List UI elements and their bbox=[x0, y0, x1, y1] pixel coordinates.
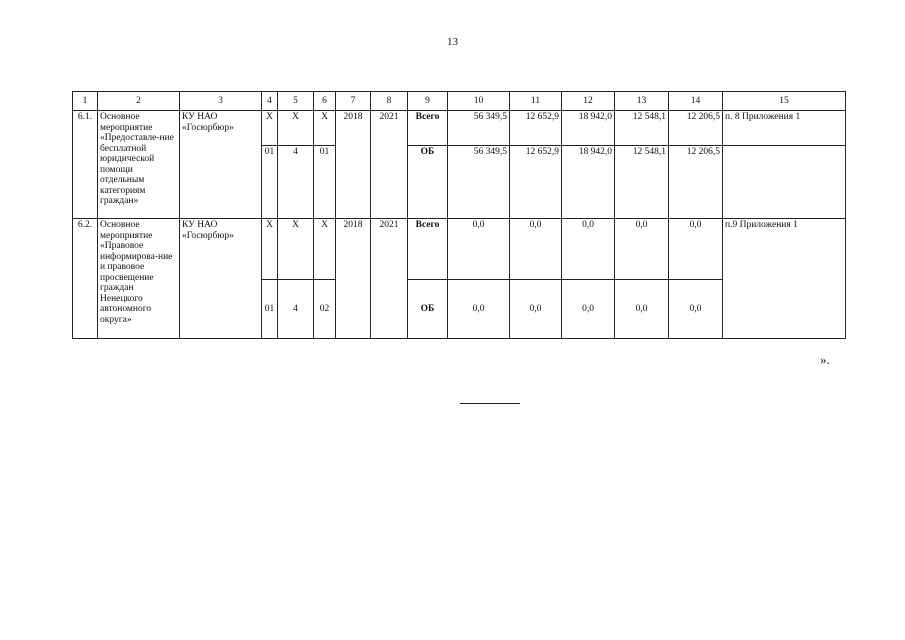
header-cell: 2 bbox=[98, 92, 180, 111]
value-cell: 56 349,5 bbox=[448, 111, 510, 146]
value-cell: 0,0 bbox=[669, 219, 723, 280]
table-row bbox=[73, 219, 846, 280]
closing-mark: ». bbox=[820, 352, 830, 367]
value-cell: 18 942,0 bbox=[562, 146, 615, 219]
value-cell: 12 206,5 bbox=[669, 111, 723, 146]
source-cell: ОБ bbox=[408, 280, 448, 339]
header-cell: 14 bbox=[669, 92, 723, 111]
end-year: 2021 bbox=[371, 111, 408, 219]
code-cell: Х bbox=[262, 111, 278, 146]
header-row bbox=[73, 92, 846, 111]
code-cell: 01 bbox=[314, 146, 336, 219]
value-cell: 12 206,5 bbox=[669, 146, 723, 219]
source-cell: Всего bbox=[408, 111, 448, 146]
start-year: 2018 bbox=[336, 111, 371, 219]
header-cell: 1 bbox=[73, 92, 98, 111]
value-cell: 12 548,1 bbox=[615, 111, 669, 146]
code-cell: 01 bbox=[262, 280, 278, 339]
code-cell: 02 bbox=[314, 280, 336, 339]
header-cell: 5 bbox=[278, 92, 314, 111]
header-cell: 6 bbox=[314, 92, 336, 111]
value-cell: 0,0 bbox=[562, 280, 615, 339]
header-cell: 8 bbox=[371, 92, 408, 111]
row-number: 6.1. bbox=[73, 111, 98, 219]
header-cell: 15 bbox=[723, 92, 846, 111]
header-cell: 4 bbox=[262, 92, 278, 111]
end-year: 2021 bbox=[371, 219, 408, 339]
header-cell: 12 bbox=[562, 92, 615, 111]
code-cell: Х bbox=[314, 219, 336, 280]
value-cell: 0,0 bbox=[615, 280, 669, 339]
source-cell: Всего bbox=[408, 219, 448, 280]
header-cell: 3 bbox=[180, 92, 262, 111]
program-table bbox=[72, 91, 846, 339]
code-cell: 4 bbox=[278, 146, 314, 219]
value-cell: 12 548,1 bbox=[615, 146, 669, 219]
activity-name: Основное мероприятие «Правовое информирова-ние и правовое просвещение граждан Ненецкого автономного округа» bbox=[98, 219, 180, 339]
header-cell: 10 bbox=[448, 92, 510, 111]
code-cell: Х bbox=[262, 219, 278, 280]
end-rule bbox=[460, 403, 520, 404]
code-cell: Х bbox=[278, 111, 314, 146]
value-cell: 12 652,9 bbox=[510, 111, 562, 146]
header-cell: 7 bbox=[336, 92, 371, 111]
value-cell: 0,0 bbox=[510, 280, 562, 339]
value-cell: 0,0 bbox=[448, 280, 510, 339]
value-cell: 18 942,0 bbox=[562, 111, 615, 146]
executor: КУ НАО «Госюрбюр» bbox=[180, 219, 262, 339]
start-year: 2018 bbox=[336, 219, 371, 339]
value-cell: 0,0 bbox=[448, 219, 510, 280]
header-cell: 9 bbox=[408, 92, 448, 111]
value-cell: 56 349,5 bbox=[448, 146, 510, 219]
header-cell: 11 bbox=[510, 92, 562, 111]
executor: КУ НАО «Госюрбюр» bbox=[180, 111, 262, 219]
value-cell: 0,0 bbox=[510, 219, 562, 280]
page-number: 13 bbox=[447, 36, 458, 48]
activity-name: Основное мероприятие «Предоставле-ние бесплатной юридической помощи отдельным категориям граждан» bbox=[98, 111, 180, 219]
table-row bbox=[73, 111, 846, 146]
note-cell: п.9 Приложения 1 bbox=[723, 219, 846, 339]
value-cell: 12 652,9 bbox=[510, 146, 562, 219]
value-cell: 0,0 bbox=[615, 219, 669, 280]
code-cell: 01 bbox=[262, 146, 278, 219]
value-cell: 0,0 bbox=[562, 219, 615, 280]
note-cell-empty bbox=[723, 146, 846, 219]
code-cell: 4 bbox=[278, 280, 314, 339]
note-cell: п. 8 Приложения 1 bbox=[723, 111, 846, 146]
source-cell: ОБ bbox=[408, 146, 448, 219]
row-number: 6.2. bbox=[73, 219, 98, 339]
value-cell: 0,0 bbox=[669, 280, 723, 339]
code-cell: Х bbox=[314, 111, 336, 146]
code-cell: Х bbox=[278, 219, 314, 280]
header-cell: 13 bbox=[615, 92, 669, 111]
